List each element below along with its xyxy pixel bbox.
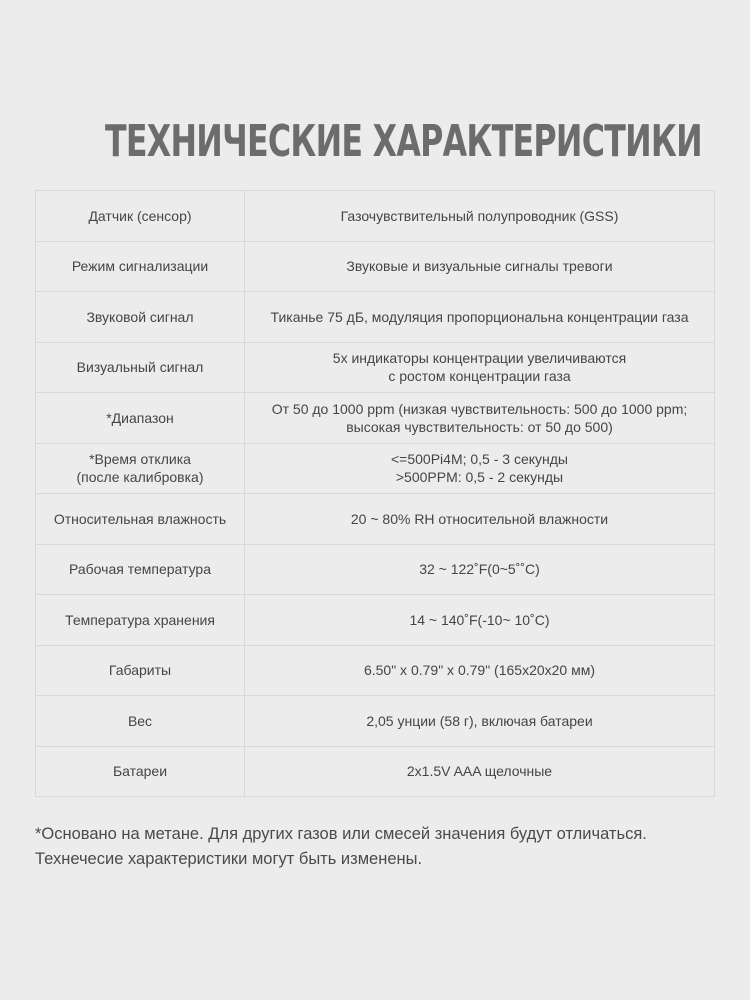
table-row [36, 191, 715, 242]
value-cell [245, 544, 715, 595]
param-cell [36, 342, 245, 393]
page-title: ТЕХНИЧЕСКИЕ ХАРАКТЕРИСТИКИ [105, 116, 702, 167]
param-cell [36, 393, 245, 444]
table-row [36, 292, 715, 343]
param-cell [36, 241, 245, 292]
table-row [36, 342, 715, 393]
table-row [36, 595, 715, 646]
value-label: Тиканье 75 дБ, модуляция пропорциональна концентрации газа [270, 308, 689, 325]
footnote [35, 822, 725, 872]
param-cell [36, 292, 245, 343]
value-cell [245, 696, 715, 747]
param-label: Батареи [112, 763, 168, 780]
table-row [36, 544, 715, 595]
table-row [36, 241, 715, 292]
param-cell [36, 443, 245, 494]
value-label: Звуковые и визуальные сигналы тревоги [346, 258, 613, 275]
value-cell [245, 393, 715, 444]
param-label: Рабочая температура [69, 561, 211, 578]
value-cell [245, 494, 715, 545]
param-cell [36, 544, 245, 595]
value-label: <=500Pi4M; 0,5 - 3 секунды >500PPM: 0,5 - 2 секунды [391, 451, 568, 486]
value-label: 5x индикаторы концентрации увеличиваются с ростом концентрации газа [332, 350, 627, 385]
value-cell [245, 241, 715, 292]
param-cell [36, 696, 245, 747]
param-label: Звуковой сигнал [86, 308, 194, 325]
table-row [36, 746, 715, 797]
table-row [36, 443, 715, 494]
param-label: Вес [127, 712, 153, 729]
value-label: 14 ~ 140˚F(-10~ 10˚C) [409, 611, 550, 628]
value-cell [245, 443, 715, 494]
value-label: 2x1.5V AAA щелочные [406, 763, 553, 780]
footnote-line: *Основано на метане. Для других газов или смесей значения будут отличаться. [35, 825, 647, 843]
param-cell [36, 191, 245, 242]
table-row [36, 696, 715, 747]
table-row [36, 393, 715, 444]
param-label: Визуальный сигнал [76, 359, 204, 376]
param-cell [36, 746, 245, 797]
value-cell [245, 292, 715, 343]
param-cell [36, 494, 245, 545]
param-cell [36, 595, 245, 646]
value-label: От 50 до 1000 ppm (низкая чувствительность: 500 до 1000 ppm; высокая чувствительность: от 50 до 500) [271, 400, 688, 435]
value-cell [245, 746, 715, 797]
footnote-line: Технечесие характеристики могут быть изменены. [35, 850, 423, 868]
param-label: Режим сигнализации [71, 258, 209, 275]
value-label: 20 ~ 80% RH относительной влажности [350, 510, 609, 527]
value-cell [245, 595, 715, 646]
table-row [36, 494, 715, 545]
table-row [36, 645, 715, 696]
param-label: *Диапазон [106, 409, 174, 426]
value-label: 32 ~ 122˚F(0~5˚˚C) [419, 561, 540, 578]
value-cell [245, 342, 715, 393]
spec-table [35, 190, 715, 797]
value-label: Газочувствительный полупроводник (GSS) [340, 207, 619, 224]
param-label: Датчик (сенсор) [88, 207, 192, 224]
value-cell [245, 645, 715, 696]
param-label: Температура хранения [65, 611, 215, 628]
param-label: *Время отклика (после калибровка) [76, 451, 204, 486]
value-label: 2,05 унции (58 г), включая батареи [366, 712, 593, 729]
param-cell [36, 645, 245, 696]
value-label: 6.50" x 0.79" x 0.79" (165x20x20 мм) [363, 662, 596, 679]
value-cell [245, 191, 715, 242]
param-label: Габариты [108, 662, 172, 679]
param-label: Относительная влажность [53, 510, 227, 527]
